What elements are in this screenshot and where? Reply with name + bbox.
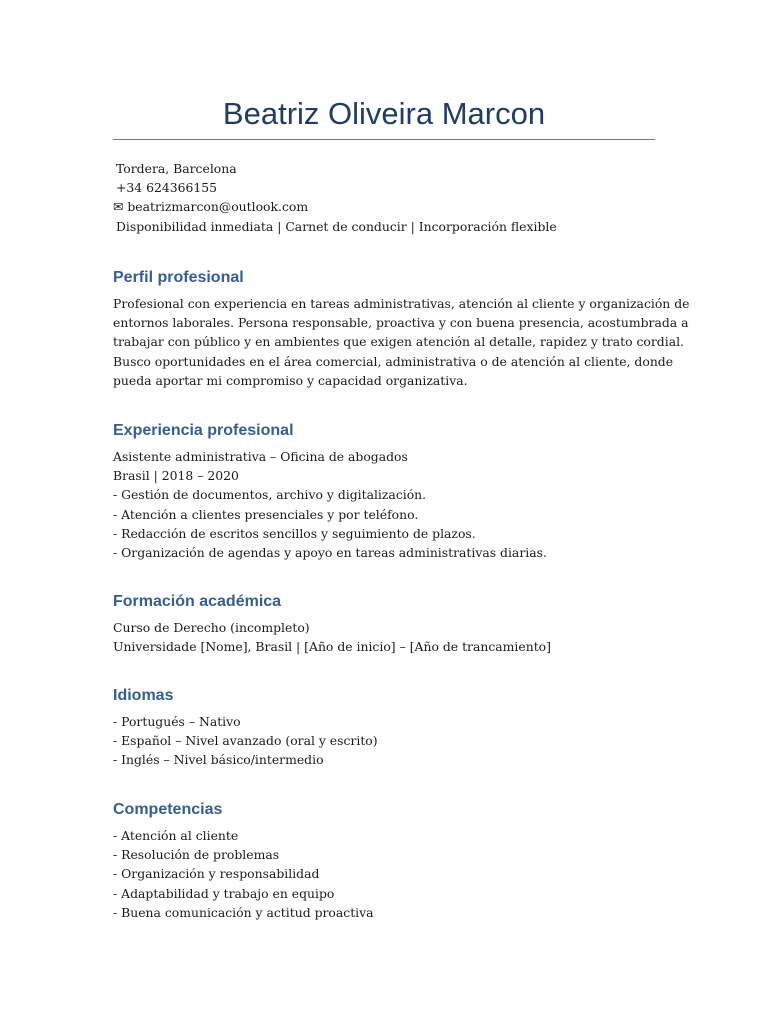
section-profile bbox=[113, 267, 690, 390]
experience-role: Asistente administrativa – Oficina de abogados bbox=[113, 449, 408, 464]
language-item: - Portugués – Nativo bbox=[113, 714, 241, 729]
skill-item: - Adaptabilidad y trabajo en equipo bbox=[113, 885, 335, 901]
skills-list bbox=[113, 826, 655, 922]
contact-location: Tordera, Barcelona bbox=[116, 161, 237, 176]
profile-summary bbox=[113, 294, 690, 390]
resume-name: Beatriz Oliveira Marcon bbox=[222, 96, 546, 131]
profile-line: pueda aportar mi compromiso y capacidad organizativa. bbox=[113, 372, 468, 388]
experience-place-dates: Brasil | 2018 – 2020 bbox=[113, 468, 239, 484]
experience-bullet: - Gestión de documentos, archivo y digitalización. bbox=[113, 487, 427, 503]
section-title-profile: Perfil profesional bbox=[113, 269, 244, 286]
education-degree: Curso de Derecho (incompleto) bbox=[113, 620, 310, 635]
profile-line: entornos laborales. Persona responsable, proactiva y con buena presencia, acostumbrada a bbox=[113, 315, 689, 331]
skill-item: - Buena comunicación y actitud proactiva bbox=[113, 904, 374, 920]
education-entry bbox=[113, 618, 655, 656]
experience-bullet: - Atención a clientes presenciales y por teléfono. bbox=[113, 506, 419, 522]
skill-item: - Resolución de problemas bbox=[113, 847, 280, 863]
envelope-icon: ✉ bbox=[113, 199, 124, 215]
section-education bbox=[113, 591, 655, 656]
language-item: - Inglés – Nivel básico/intermedio bbox=[113, 752, 324, 768]
skill-item: - Atención al cliente bbox=[113, 828, 239, 843]
section-skills bbox=[113, 799, 655, 922]
profile-line: trabajar con público y en ambientes que exigen atención al detalle, rapidez y trato cordial. bbox=[113, 334, 684, 350]
contact-phone: +34 624366155 bbox=[116, 180, 218, 196]
section-experience bbox=[113, 420, 655, 562]
experience-entry bbox=[113, 447, 655, 562]
section-title-languages: Idiomas bbox=[113, 687, 174, 704]
contact-availability: Disponibilidad inmediata | Carnet de conducir | Incorporación flexible bbox=[116, 218, 557, 234]
contact-email-line bbox=[113, 197, 655, 216]
languages-list bbox=[113, 712, 655, 770]
section-title-skills: Competencias bbox=[113, 801, 223, 818]
name-divider bbox=[113, 139, 655, 140]
profile-line: Busco oportunidades en el área comercial, administrativa o de atención al cliente, donde bbox=[113, 353, 674, 369]
experience-bullet: - Organización de agendas y apoyo en tareas administrativas diarias. bbox=[113, 545, 547, 561]
section-title-experience: Experiencia profesional bbox=[113, 422, 294, 439]
skill-item: - Organización y responsabilidad bbox=[113, 866, 320, 882]
contact-block bbox=[113, 159, 655, 236]
language-item: - Español – Nivel avanzado (oral y escrito) bbox=[113, 733, 378, 749]
contact-email: beatrizmarcon@outlook.com bbox=[127, 199, 309, 215]
profile-line: Profesional con experiencia en tareas administrativas, atención al cliente y organización de bbox=[113, 296, 690, 311]
section-title-education: Formación académica bbox=[113, 593, 282, 610]
section-languages bbox=[113, 685, 655, 770]
experience-bullet: - Redacción de escritos sencillos y seguimiento de plazos. bbox=[113, 525, 476, 541]
education-institution: Universidade [Nome], Brasil | [Año de inicio] – [Año de trancamiento] bbox=[113, 639, 551, 655]
